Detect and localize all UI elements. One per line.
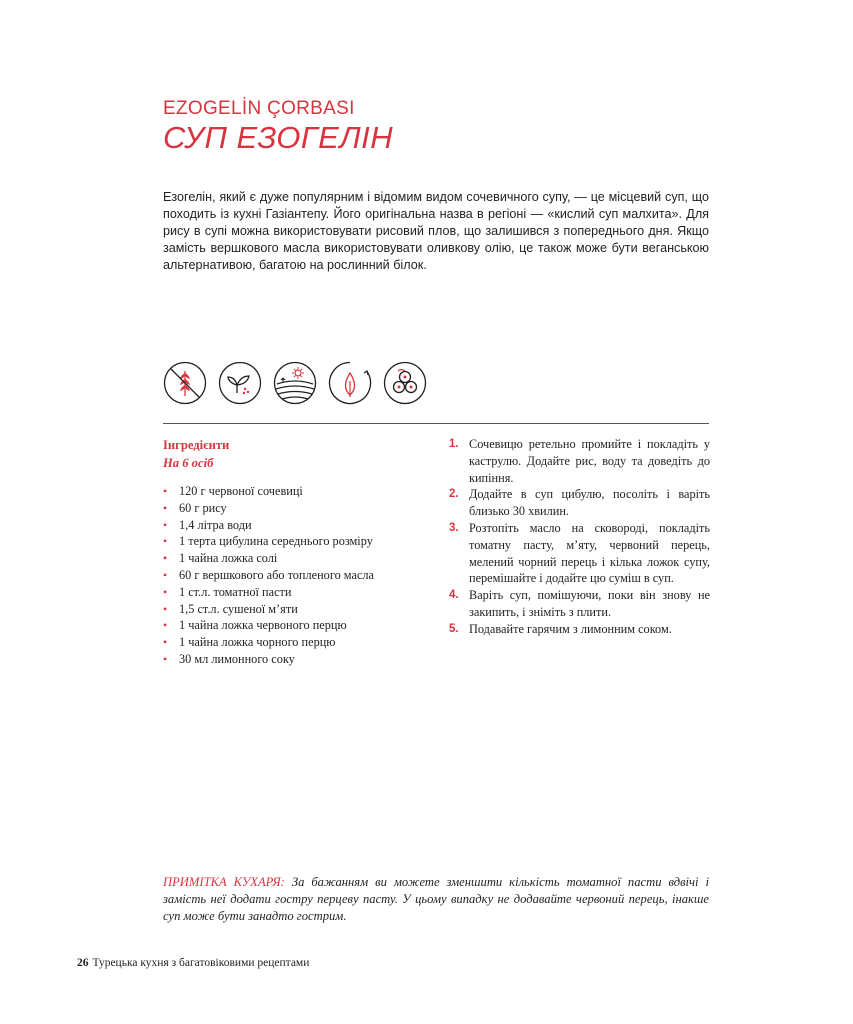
chef-note-label: ПРИМІТКА КУХАРЯ: (163, 875, 285, 889)
step-item: 3. Розтопіть масло на сковороді, покладіть томатну пасту, м’яту, червоний перець, мелений чорний перець і кілька ложок супу, перемішайте і додайте цю суміш в суп. (449, 520, 710, 586)
ingredients-heading: Інгредієнти (163, 438, 230, 452)
berries-icon (383, 361, 427, 405)
bullet-icon: • (163, 584, 168, 599)
bullet-icon: • (163, 651, 168, 666)
ingredients-list (163, 483, 374, 668)
list-item: • 1,5 ст.л. сушеної м’яти (163, 601, 298, 616)
intro-paragraph: Езогелін, який є дуже популярним і відомим видом сочевичного супу, — це місцевий суп, що походить із кухні Газіантепу. Його оригінальна назва в регіоні — «кислий суп малхита». Для рису в супі можна використовувати рисовий плов, що залишився з попереднього дня. Якщо замість вершкового масла використовувати оливкову олію, це також може бути веганською альтернативою, багатою на рослинний білок. (163, 190, 709, 272)
farm-field-sun-icon (273, 361, 317, 405)
bullet-icon: • (163, 567, 168, 582)
bullet-icon: • (163, 635, 168, 650)
leaf-cycle-icon (328, 361, 372, 405)
title-original: EZOGELİN ÇORBASI (163, 98, 355, 119)
bullet-icon: • (163, 484, 168, 498)
bullet-icon: • (163, 551, 168, 566)
gluten-free-icon (163, 361, 207, 405)
list-item: • 1 терта цибулина середнього розміру (163, 534, 373, 549)
list-item: • 1 ст.л. томатної пасти (163, 584, 292, 599)
bullet-icon: • (163, 601, 168, 616)
list-item: • 1,4 літра води (163, 517, 252, 532)
servings-label: На 6 осіб (163, 456, 214, 470)
chef-note-text: За бажанням ви можете зменшити кількість томатної пасти вдвічі і замість неї додати гостру перцеву пасту. У цьому випадку не додавайте червоний перець, інакше суп може бути занадто гострим. (163, 875, 710, 923)
list-item: • 1 чайна ложка солі (163, 551, 278, 566)
page-footer (77, 957, 309, 969)
step-item: 5. Подавайте гарячим з лимонним соком. (449, 621, 672, 636)
list-item: • 1 чайна ложка червоного перцю (163, 618, 347, 633)
bullet-icon: • (163, 517, 168, 532)
bullet-icon: • (163, 534, 168, 549)
steps-list (449, 436, 710, 638)
list-item: • 30 мл лимонного соку (163, 651, 295, 666)
bullet-icon: • (163, 500, 168, 515)
list-item: • 120 г червоної сочевиці (163, 484, 303, 498)
list-item: • 60 г вершкового або топленого масла (163, 567, 374, 582)
step-item: 2. Додайте в суп цибулю, посоліть і варіть близько 30 хвилин. (449, 487, 710, 519)
book-title: Турецька кухня з багатовіковими рецептами (92, 957, 310, 969)
step-item: 1. Сочевицю ретельно промийте і покладіть у каструлю. Додайте рис, воду та доведіть до кипіння. (449, 437, 710, 485)
bullet-icon: • (163, 618, 168, 633)
step-item: 4. Варіть суп, помішуючи, поки він знову не закипить, і зніміть з плити. (449, 588, 710, 619)
chef-note (163, 874, 709, 925)
page-title: СУП ЕЗОГЕЛІН (163, 120, 394, 155)
list-item: • 60 г рису (163, 500, 227, 515)
page-number: 26 (77, 957, 89, 969)
list-item: • 1 чайна ложка чорного перцю (163, 635, 336, 650)
plant-sprout-icon (218, 361, 262, 405)
section-divider (163, 423, 709, 424)
